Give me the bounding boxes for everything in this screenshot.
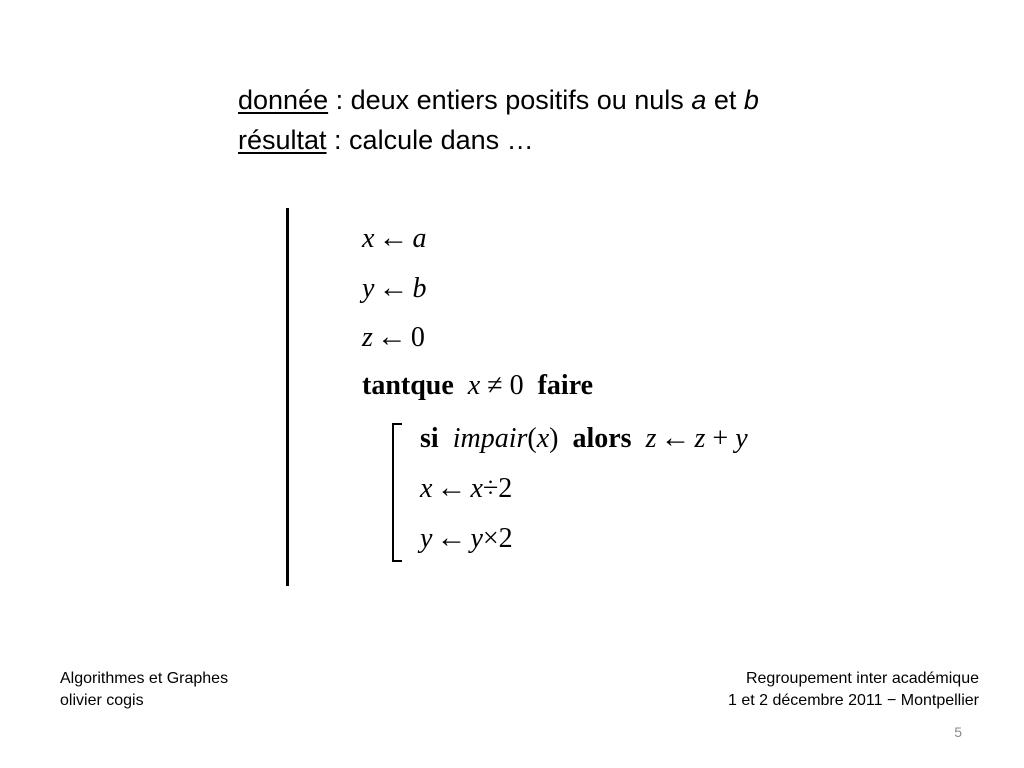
assign-arrow-icon: ← xyxy=(436,521,467,554)
keyword-si: si xyxy=(420,423,439,454)
algo-line-2-rhs: b xyxy=(412,273,427,304)
algo-line-3-rhs: 0 xyxy=(410,322,425,353)
author-name: olivier cogis xyxy=(60,692,144,709)
algo-line-1 xyxy=(362,218,426,258)
keyword-faire: faire xyxy=(537,370,594,401)
not-equal-icon: ≠ xyxy=(487,370,503,401)
donnee-label: donnée xyxy=(238,85,329,115)
loop-cond-value: 0 xyxy=(509,370,524,401)
donnee-text-2: et xyxy=(706,85,744,115)
event-date-location: 1 et 2 décembre 2011 − Montpellier xyxy=(728,692,979,709)
specification-block xyxy=(238,80,759,160)
algo-line-1-rhs: a xyxy=(412,223,427,254)
body-1-rhs-var1: z xyxy=(694,423,706,454)
keyword-alors: alors xyxy=(572,423,632,454)
algo-line-3 xyxy=(362,317,425,357)
course-title: Algorithmes et Graphes xyxy=(60,670,229,687)
keyword-tantque: tantque xyxy=(362,370,454,401)
assign-arrow-icon: ← xyxy=(378,221,409,254)
paren-open: ( xyxy=(527,423,537,454)
footer-right xyxy=(728,668,979,712)
algo-line-2-lhs: y xyxy=(362,273,375,304)
body-1-lhs: z xyxy=(645,423,657,454)
body-3-rhs-var: y xyxy=(470,523,483,554)
divide-icon: ÷ xyxy=(482,473,499,504)
resultat-text: : calcule dans … xyxy=(326,125,534,155)
donnee-text-1: : deux entiers positifs ou nuls xyxy=(328,85,692,115)
resultat-line xyxy=(238,120,759,160)
assign-arrow-icon: ← xyxy=(378,271,409,304)
loop-body-bracket xyxy=(392,423,402,562)
function-arg: x xyxy=(536,423,550,454)
paren-close: ) xyxy=(549,423,559,454)
body-3-rhs-value: 2 xyxy=(498,523,513,554)
algo-body-line-1 xyxy=(420,418,748,458)
event-title: Regroupement inter académique xyxy=(745,670,979,687)
body-1-rhs-var2: y xyxy=(735,423,748,454)
algo-body-line-2 xyxy=(420,468,512,508)
algo-line-2 xyxy=(362,268,426,308)
body-2-rhs-var: x xyxy=(470,473,483,504)
algo-line-1-lhs: x xyxy=(362,223,375,254)
assign-arrow-icon: ← xyxy=(436,471,467,504)
body-2-lhs: x xyxy=(420,473,433,504)
variable-a: a xyxy=(691,85,707,115)
page-number: 5 xyxy=(954,724,962,740)
loop-cond-var: x xyxy=(467,370,481,401)
resultat-label: résultat xyxy=(238,125,327,155)
algo-loop-line xyxy=(362,366,593,406)
algorithm-block-bar xyxy=(286,208,289,586)
algo-body-line-3 xyxy=(420,518,513,558)
function-impair: impair xyxy=(452,423,528,454)
body-2-rhs-value: 2 xyxy=(498,473,513,504)
donnee-line xyxy=(238,80,759,120)
algo-line-3-lhs: z xyxy=(362,322,373,353)
footer-left xyxy=(60,668,228,712)
multiply-icon: × xyxy=(482,523,499,554)
assign-arrow-icon: ← xyxy=(376,320,407,353)
body-3-lhs: y xyxy=(420,523,433,554)
assign-arrow-icon: ← xyxy=(660,421,691,454)
variable-b: b xyxy=(743,85,759,115)
plus-icon: + xyxy=(712,423,729,454)
